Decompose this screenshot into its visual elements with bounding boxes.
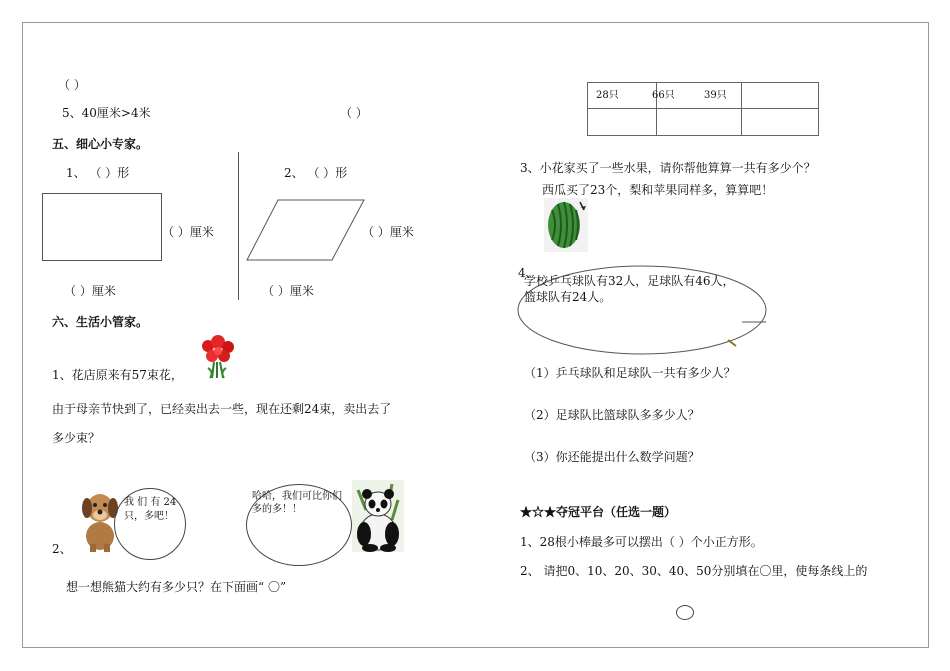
shape-1-side-length: （ ）厘米 — [162, 225, 214, 239]
bonus-question-1: 1、28根小棒最多可以摆出（ ）个小正方形。 — [520, 535, 763, 549]
question-4-line-1: 学校乒乓球队有32人，足球队有46人， — [524, 274, 735, 288]
panda-speech-text: 哈哈，我们可比你们多的多！！ — [252, 491, 342, 515]
question-4-sub-1: （1）乒乓球队和足球队一共有多少人？ — [524, 366, 736, 380]
table-cell: 66只 — [652, 90, 675, 101]
question-1-line-3: 多少束？ — [52, 431, 101, 445]
parallelogram-figure — [246, 198, 366, 262]
shape-2-bottom-length: （ ）厘米 — [262, 284, 314, 298]
question-3-detail: 西瓜买了23个，梨和苹果同样多，算算吧！ — [542, 183, 774, 197]
bonus-question-2: 2、 请把0、10、20、30、40、50分别填在〇里，使每条线上的 — [520, 564, 868, 578]
question-1: 1、花店原来有57束花， — [52, 368, 183, 382]
question-4-sub-3: （3）你还能提出什么数学问题？ — [524, 450, 700, 464]
answer-circle — [676, 605, 694, 620]
question-1-line-2: 由于母亲节快到了，已经卖出去一些，现在还剩24束，卖出去了 — [52, 402, 392, 416]
question-4-line-2: 篮球队有24人。 — [524, 290, 612, 304]
rectangle-figure — [42, 193, 162, 261]
question-4-sub-2: （2）足球队比篮球队多多少人？ — [524, 408, 700, 422]
column-divider — [238, 152, 239, 300]
section-6-title: 六、生活小管家。 — [52, 315, 149, 329]
panda-icon — [352, 480, 404, 552]
table-cell: 28只 — [596, 90, 619, 101]
question-2-number: 2、 — [52, 542, 72, 556]
question-2-instruction: 想一想熊猫大约有多少只？在下面画“ 〇” — [66, 580, 287, 594]
paren-blank: （ ） — [58, 78, 86, 92]
bonus-section-title: ★☆★夺冠平台（任选一题） — [520, 505, 677, 519]
question-3-title: 3、小花家买了一些水果，请你帮他算算一共有多少个？ — [520, 161, 816, 175]
shape-2-label: 2、 （ ）形 — [284, 166, 348, 180]
question-5-answer-blank: （ ） — [340, 106, 368, 120]
shape-2-side-length: （ ）厘米 — [362, 225, 414, 239]
question-4-number: 4、 — [518, 266, 538, 280]
flower-bouquet-icon — [196, 334, 238, 380]
shape-1-bottom-length: （ ）厘米 — [64, 284, 116, 298]
dog-speech-text: 我 们 有 24 只，多吧！ — [124, 497, 177, 522]
question-5: 5、40厘米>4米 — [62, 106, 151, 120]
shape-1-label: 1、 （ ）形 — [66, 166, 130, 180]
section-5-title: 五、细心小专家。 — [52, 137, 149, 151]
watermelon-icon — [544, 198, 588, 252]
table-cell: 39只 — [704, 90, 727, 101]
count-table — [587, 82, 819, 136]
